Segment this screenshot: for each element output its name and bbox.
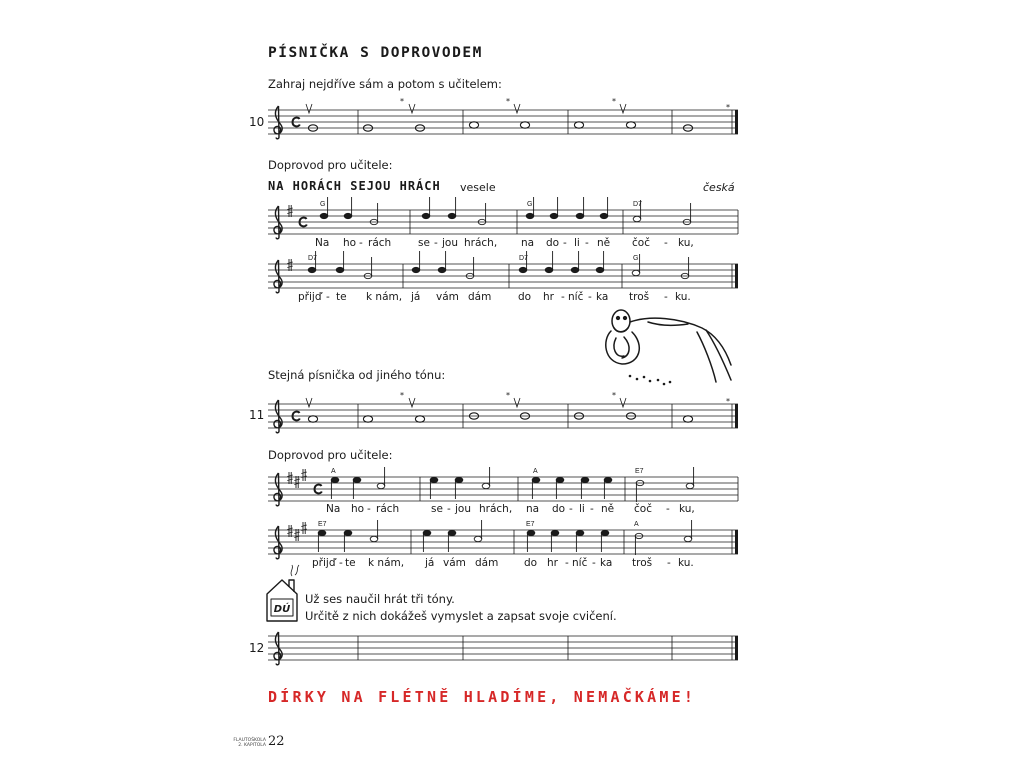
whole-notes-11 [308,413,692,422]
svg-text:te: te [345,557,356,569]
svg-text:-: - [447,503,451,515]
lyrics-song2-line-1 [326,503,695,515]
svg-text:-: - [667,557,671,569]
svg-text:*: * [400,391,404,400]
svg-text:troš: troš [629,291,650,303]
chords-song2-line-2 [318,521,639,528]
svg-text:dám: dám [475,557,499,569]
sharp-icon [287,259,293,271]
svg-text:do: do [524,557,538,569]
svg-text:*: * [506,97,510,106]
staff-song-line-2 [268,251,738,303]
staff-song-line-1 [268,197,738,249]
svg-text:do: do [518,291,532,303]
svg-text:ku.: ku. [678,557,694,569]
svg-text:čoč: čoč [634,503,652,515]
chords-song2-line-1 [331,468,644,475]
svg-text:rách: rách [376,503,400,515]
svg-text:ka: ka [600,557,613,569]
svg-text:do: do [552,503,566,515]
chord-label: A [331,468,336,475]
homework-line-1: Už ses naučil hrát tři tóny. [305,592,455,606]
svg-text:*: * [612,391,616,400]
chord-label: G [527,201,533,208]
sharp-icon [301,522,307,534]
svg-text:ku,: ku, [678,237,694,249]
staff-song2-line-2 [268,520,738,569]
house-icon [267,565,299,621]
bird-illustration [606,310,731,385]
svg-text:níč: níč [572,557,588,569]
svg-text:-: - [561,291,565,303]
chord-label: E7 [635,468,644,475]
svg-text:-: - [359,237,363,249]
svg-text:hrách,: hrách, [479,503,513,515]
svg-text:li: li [574,237,580,249]
lyrics-song-line-2 [298,291,691,303]
svg-text:ho: ho [351,503,365,515]
svg-text:ku,: ku, [679,503,695,515]
svg-text:do: do [546,237,560,249]
svg-text:-: - [664,291,668,303]
footer-label-2: 2. KAPITOLA [238,743,266,748]
chord-label: A [634,521,639,528]
svg-text:ho: ho [343,237,357,249]
staff-song2-line-1 [268,467,738,515]
svg-text:-: - [565,557,569,569]
instruction-2: Stejná písnička od jiného tónu: [268,368,446,382]
notes-song-line-2 [308,251,689,279]
sharp-icon [294,476,300,488]
svg-text:li: li [579,503,585,515]
svg-text:ně: ně [601,503,615,515]
svg-text:*: * [726,103,730,112]
staff-exercise-10 [268,97,738,139]
svg-text:-: - [664,237,668,249]
song-title: NA HORÁCH SEJOU HRÁCH [268,179,441,193]
red-banner: DÍRKY NA FLÉTNĚ HLADÍME, NEMAČKÁME! [268,688,697,706]
svg-text:-: - [588,291,592,303]
song-origin: česká [703,181,735,194]
chord-label: D7 [519,255,528,262]
instruction-1: Zahraj nejdříve sám a potom s učitelem: [268,77,502,91]
svg-text:k nám,: k nám, [368,557,405,569]
svg-text:-: - [666,503,670,515]
svg-text:vám: vám [443,557,466,569]
staff-exercise-12 [268,632,738,665]
svg-text:-: - [563,237,567,249]
svg-text:vám: vám [436,291,459,303]
sharp-icon [301,469,307,481]
song-tempo: vesele [460,181,496,194]
svg-text:dám: dám [468,291,492,303]
svg-text:Na: Na [315,237,330,249]
chord-label: D7 [633,201,642,208]
svg-text:přijď: přijď [312,557,336,569]
svg-text:čoč: čoč [632,237,650,249]
svg-text:*: * [506,391,510,400]
svg-text:já: já [411,291,421,303]
page-title: PÍSNIČKA S DOPROVODEM [268,45,483,61]
svg-text:se: se [431,503,443,515]
chord-label: A [533,468,538,475]
svg-text:níč: níč [568,291,584,303]
svg-text:rách: rách [368,237,392,249]
chords-song-line-1 [320,201,642,208]
page-number: 22 [268,734,285,749]
svg-text:hr: hr [543,291,554,303]
svg-text:Na: Na [326,503,341,515]
sharp-icon [287,205,293,217]
svg-text:-: - [339,557,343,569]
svg-text:ka: ka [596,291,609,303]
svg-text:-: - [326,291,330,303]
svg-text:hr: hr [547,557,558,569]
svg-text:-: - [434,237,438,249]
sharp-icon [294,529,300,541]
footer-label-1: FLAUTOŠKOLA [233,738,266,743]
svg-text:-: - [585,237,589,249]
chord-label: G [633,255,639,262]
staff-exercise-11 [268,391,738,433]
svg-text:-: - [590,503,594,515]
svg-text:*: * [726,397,730,406]
svg-text:jou: jou [442,237,458,249]
lyrics-song-line-1 [315,237,694,249]
svg-text:*: * [400,97,404,106]
whole-notes-10 [308,122,692,131]
chord-label: D7 [308,255,317,262]
homework-line-2: Určitě z nich dokážeš vymyslet a zapsat svoje cvičení. [305,609,617,623]
chord-label: E7 [526,521,535,528]
svg-text:já: já [425,557,435,569]
sharp-icon [287,525,293,537]
svg-text:-: - [569,503,573,515]
exercise-number-12: 12 [249,641,265,655]
svg-text:přijď: přijď [298,291,322,303]
svg-text:ku.: ku. [675,291,691,303]
homework-badge: DÚ [273,604,291,615]
lyrics-song2-line-2 [312,557,694,569]
breath-marks-10 [306,104,626,113]
svg-text:hrách,: hrách, [464,237,498,249]
svg-text:k nám,: k nám, [366,291,403,303]
svg-text:troš: troš [632,557,653,569]
accompaniment-label: Doprovod pro učitele: [268,158,393,172]
svg-text:se: se [418,237,430,249]
svg-text:na: na [521,237,535,249]
breath-marks-11 [306,398,626,407]
svg-text:na: na [526,503,540,515]
svg-text:te: te [336,291,347,303]
accompaniment-label-2: Doprovod pro učitele: [268,448,393,462]
exercise-number-11: 11 [249,408,265,422]
svg-text:ně: ně [597,237,611,249]
sharp-icon [287,472,293,484]
chord-label: G [320,201,326,208]
svg-text:-: - [367,503,371,515]
chord-label: E7 [318,521,327,528]
svg-text:jou: jou [455,503,471,515]
exercise-number-10: 10 [249,115,265,129]
svg-text:*: * [612,97,616,106]
svg-text:-: - [592,557,596,569]
